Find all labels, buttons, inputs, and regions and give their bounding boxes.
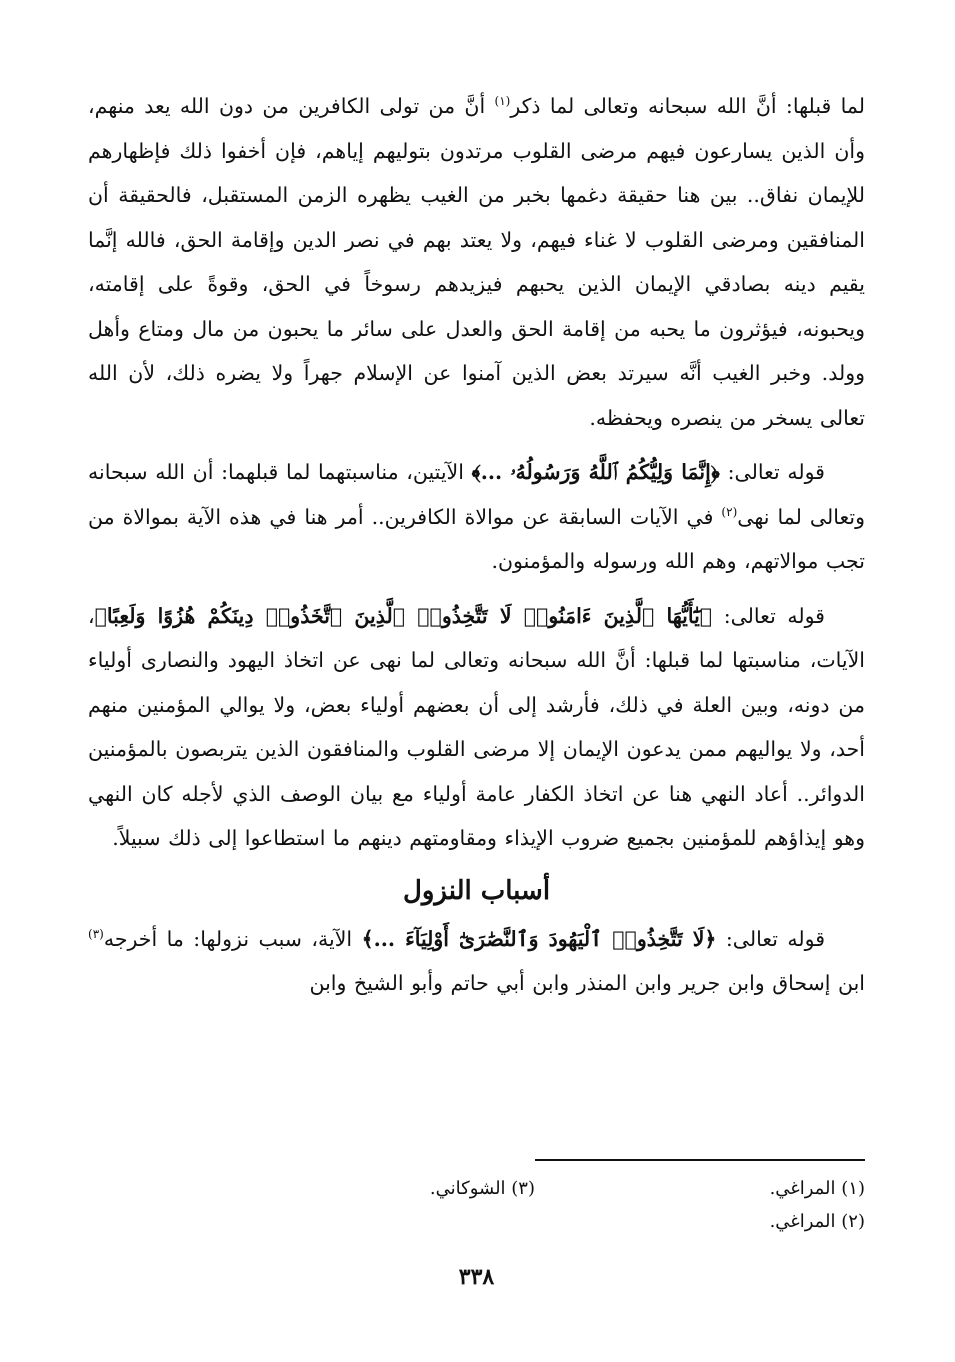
paragraph-4-text-b: الآية، سبب نزولها: ما أخرجه	[103, 926, 362, 951]
paragraph-4-text-c: ابن إسحاق وابن جرير وابن المنذر وابن أبي حاتم وأبو الشيخ وابن	[309, 971, 865, 995]
footnote-ref-1: (١)	[494, 94, 511, 109]
paragraph-3	[88, 594, 865, 861]
page-number: ٣٣٨	[458, 1264, 495, 1290]
footnote-2: (٢) المراغي.	[769, 1211, 865, 1232]
paragraph-2	[88, 450, 865, 584]
footnote-3: (٣) الشوكاني.	[429, 1178, 535, 1199]
footnote-row	[88, 1172, 865, 1205]
spacer	[88, 440, 865, 450]
footnotes	[88, 1172, 865, 1238]
spacer	[88, 584, 865, 594]
footnote-ref-2: (٢)	[721, 504, 738, 519]
paragraph-3-text-b: ، الآيات، مناسبتها لما قبلها: أنَّ الله سبحانه وتعالى لما نهى عن اتخاذ اليهود والنصارى أولياء من دونه، وبين العلة في ذلك، فأرشد إلى أن بعضهم أولياء بعض، ولا يوالي المؤمنين منهم أحد، ولا يواليهم ممن يدعون الإيمان إلا مرضى القلوب والمنافقون الذين يتربصون بالمؤمنين الدوائر.. أعاد النهي هنا عن اتخاذ الكفار عامة أولياء مع بيان الوصف الذي لأجله كان النهي وهو إيذاؤهم للمؤمنين بجميع ضروب الإيذاء ومقاومتهم دينهم ما استطاعوا إلى ذلك سبيلاً.	[88, 603, 865, 850]
paragraph-3-text-a: قوله تعالى:	[712, 603, 825, 628]
footnote-1: (١) المراغي.	[769, 1178, 865, 1199]
paragraph-1-text-b: أنَّ من تولى الكافرين من دون الله يعد منهم، وأن الذين يسارعون فيهم مرضى القلوب مرتدون بتوليهم إياهم، فإن أخفوا ذلك فإظهارهم للإيمان نفاق.. بين هنا حقيقة دغمها بخبر من الغيب يظهره الزمن المستقبل، فالحقيقة أن المنافقين ومرضى القلوب لا غناء فيهم، ولا يعتد بهم في نصر الدين وإقامة الحق، فالله إنَّما يقيم دينه بصادقي الإيمان الذين يحبهم فيزيدهم رسوخاً في الحق، وقوةً على إقامته، ويحبونه، فيؤثرون ما يحبه من إقامة الحق والعدل على سائر ما يحبون من مال ومتاع وأهل وولد. وخبر الغيب أنَّه سيرتد بعض الذين آمنوا عن الإسلام جهراً ولا يضره ذلك، لأن الله تعالى يسخر من ينصره ويحفظه.	[88, 94, 865, 430]
paragraph-2-text-a: قوله تعالى:	[719, 460, 825, 484]
footnote-row	[88, 1205, 865, 1238]
paragraph-4	[88, 917, 865, 1006]
paragraph-1-text-a: لما قبلها: أنَّ الله سبحانه وتعالى لما ذكر	[510, 94, 865, 118]
paragraph-2-text-b: الآيتين، مناسبتهما لما قبلهما: أن الله سبحانه وتعالى لما نهى	[88, 460, 865, 529]
quran-verse-3: ﴿لَا تَتَّخِذُوا۟ ٱلْيَهُودَ وَٱلنَّصَٰرَىٰٓ أَوْلِيَآءَ ...﴾	[361, 926, 717, 951]
footnote-divider	[535, 1159, 865, 1161]
paragraph-4-text-a: قوله تعالى:	[716, 926, 826, 951]
page-body	[88, 84, 865, 1334]
paragraph-1	[88, 84, 865, 440]
quran-verse-1: ﴿إِنَّمَا وَلِيُّكُمُ ٱللَّهُ وَرَسُولُهُۥ ...﴾	[471, 460, 720, 484]
section-heading: أسباب النزول	[402, 875, 551, 906]
quran-verse-2: ﴿يَٰٓأَيُّهَا ٱلَّذِينَ ءَامَنُوا۟ لَا تَتَّخِذُوا۟ ٱلَّذِينَ ٱتَّخَذُوا۟ دِينَكُمْ هُزُوًا وَلَعِبًا﴾	[94, 603, 713, 628]
paragraph-2-text-c: في الآيات السابقة عن موالاة الكافرين.. أمر هنا في هذه الآية بموالاة من تجب موالاتهم، وهم الله ورسوله والمؤمنون.	[88, 504, 865, 573]
footnote-ref-3: (٣)	[88, 926, 104, 941]
